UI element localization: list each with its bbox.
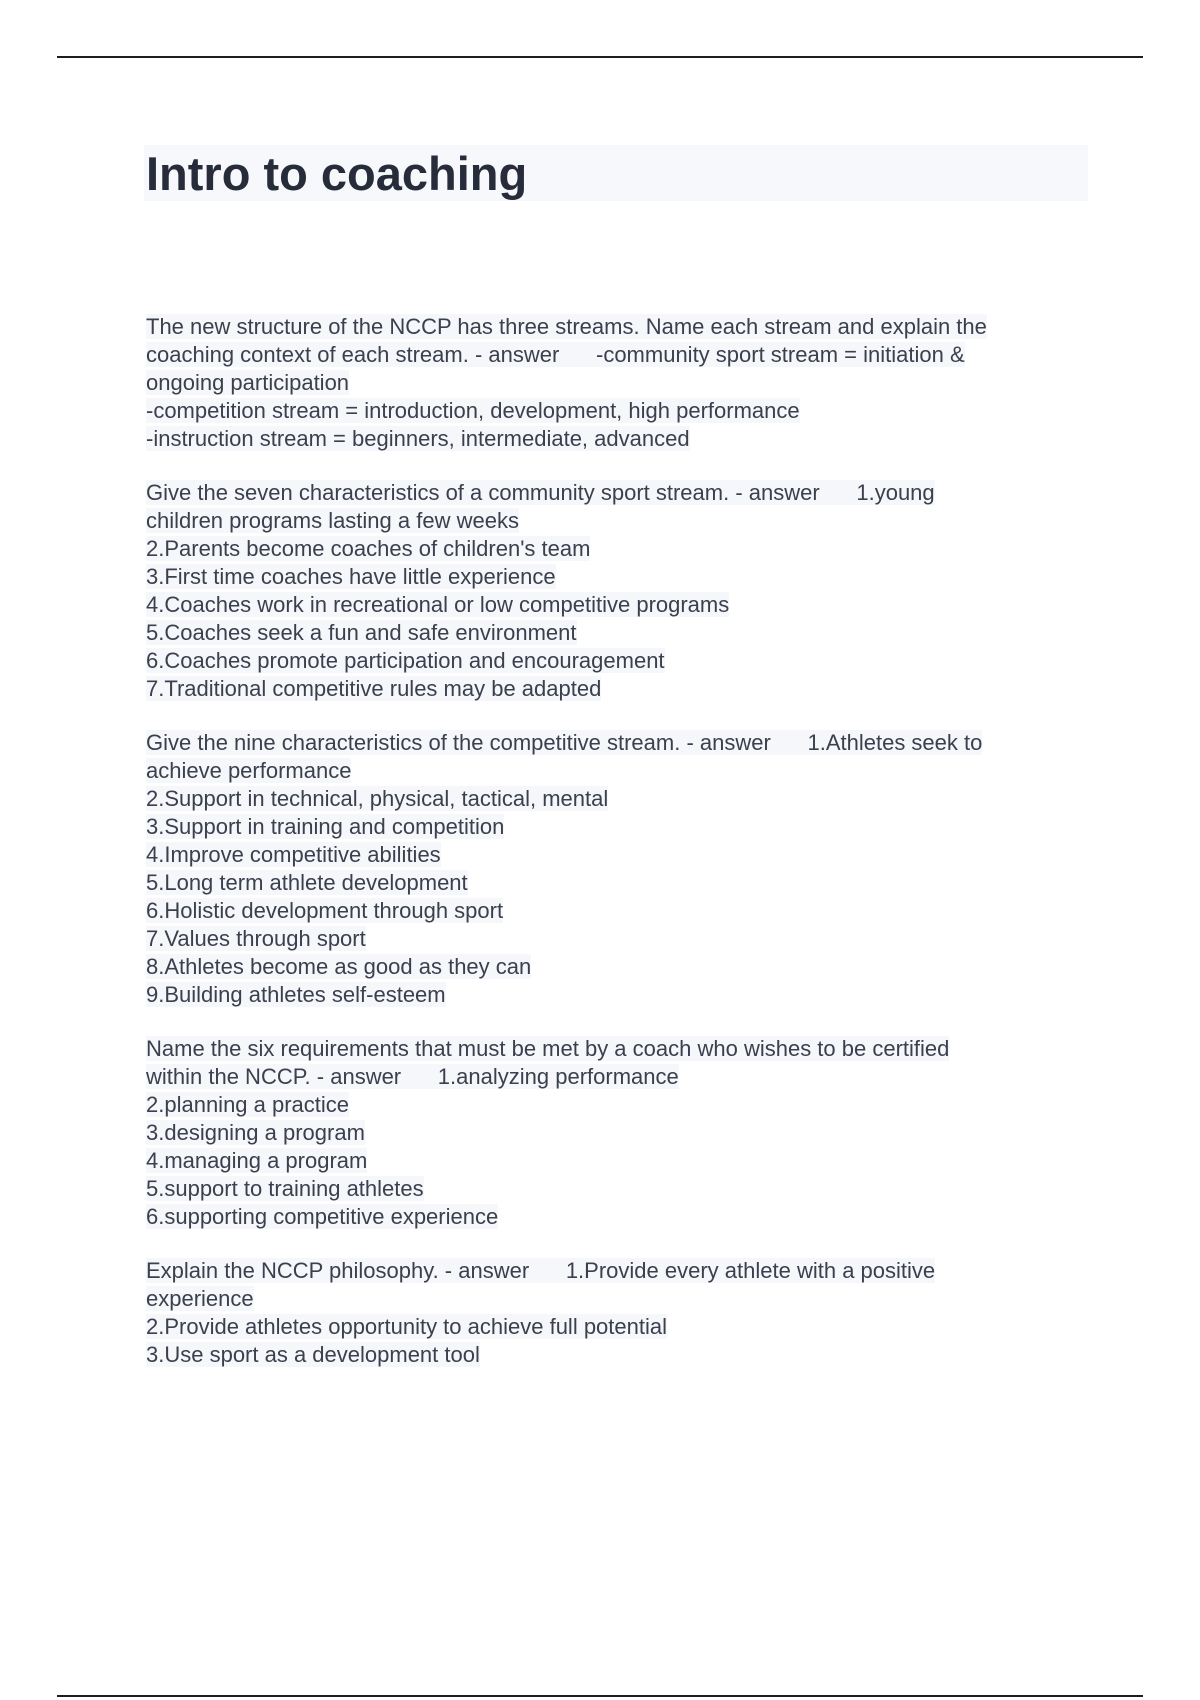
bottom-rule xyxy=(57,1695,1143,1697)
text-line: children programs lasting a few weeks xyxy=(146,508,519,533)
text-line: 7.Values through sport xyxy=(146,926,366,951)
text-line: 2.Provide athletes opportunity to achieve full potential xyxy=(146,1314,667,1339)
text-line: 4.Coaches work in recreational or low competitive programs xyxy=(146,592,730,617)
qa-content xyxy=(146,313,1096,1395)
top-rule xyxy=(57,56,1143,58)
text-line: 5.Coaches seek a fun and safe environment xyxy=(146,620,577,645)
text-line: 2.Support in technical, physical, tactical, mental xyxy=(146,786,609,811)
text-line: 6.Coaches promote participation and encouragement xyxy=(146,648,665,673)
text-line: 7.Traditional competitive rules may be adapted xyxy=(146,676,602,701)
text-line: 9.Building athletes self-esteem xyxy=(146,982,446,1007)
text-line: 2.planning a practice xyxy=(146,1092,350,1117)
qa-item-streams xyxy=(146,313,1096,453)
qa-item-community-characteristics xyxy=(146,479,1096,703)
text-line: 6.supporting competitive experience xyxy=(146,1204,499,1229)
text-line: Give the seven characteristics of a community sport stream. - answer 1.young xyxy=(146,480,935,505)
text-line: 5.Long term athlete development xyxy=(146,870,468,895)
text-line: within the NCCP. - answer 1.analyzing performance xyxy=(146,1064,679,1089)
text-line: 8.Athletes become as good as they can xyxy=(146,954,532,979)
text-line: Give the nine characteristics of the competitive stream. - answer 1.Athletes seek to xyxy=(146,730,983,755)
text-line: -instruction stream = beginners, intermediate, advanced xyxy=(146,426,690,451)
text-line: 4.managing a program xyxy=(146,1148,368,1173)
text-line: 3.Use sport as a development tool xyxy=(146,1342,480,1367)
text-line: 3.designing a program xyxy=(146,1120,365,1145)
text-line: 6.Holistic development through sport xyxy=(146,898,504,923)
qa-item-philosophy xyxy=(146,1257,1096,1369)
text-line: achieve performance xyxy=(146,758,352,783)
text-line: 3.Support in training and competition xyxy=(146,814,505,839)
text-line: 3.First time coaches have little experience xyxy=(146,564,556,589)
text-line: ongoing participation xyxy=(146,370,350,395)
text-line: 5.support to training athletes xyxy=(146,1176,424,1201)
qa-item-competitive-characteristics xyxy=(146,729,1096,1009)
text-line: Name the six requirements that must be met by a coach who wishes to be certified xyxy=(146,1036,950,1061)
text-line: -competition stream = introduction, development, high performance xyxy=(146,398,800,423)
page-title: Intro to coaching xyxy=(146,147,528,200)
text-line: coaching context of each stream. - answer -community sport stream = initiation & xyxy=(146,342,965,367)
text-line: Explain the NCCP philosophy. - answer 1.Provide every athlete with a positive xyxy=(146,1258,936,1283)
text-line: The new structure of the NCCP has three streams. Name each stream and explain the xyxy=(146,314,987,339)
text-line: 2.Parents become coaches of children's team xyxy=(146,536,591,561)
text-line: 4.Improve competitive abilities xyxy=(146,842,441,867)
text-line: experience xyxy=(146,1286,254,1311)
qa-item-certification-requirements xyxy=(146,1035,1096,1231)
